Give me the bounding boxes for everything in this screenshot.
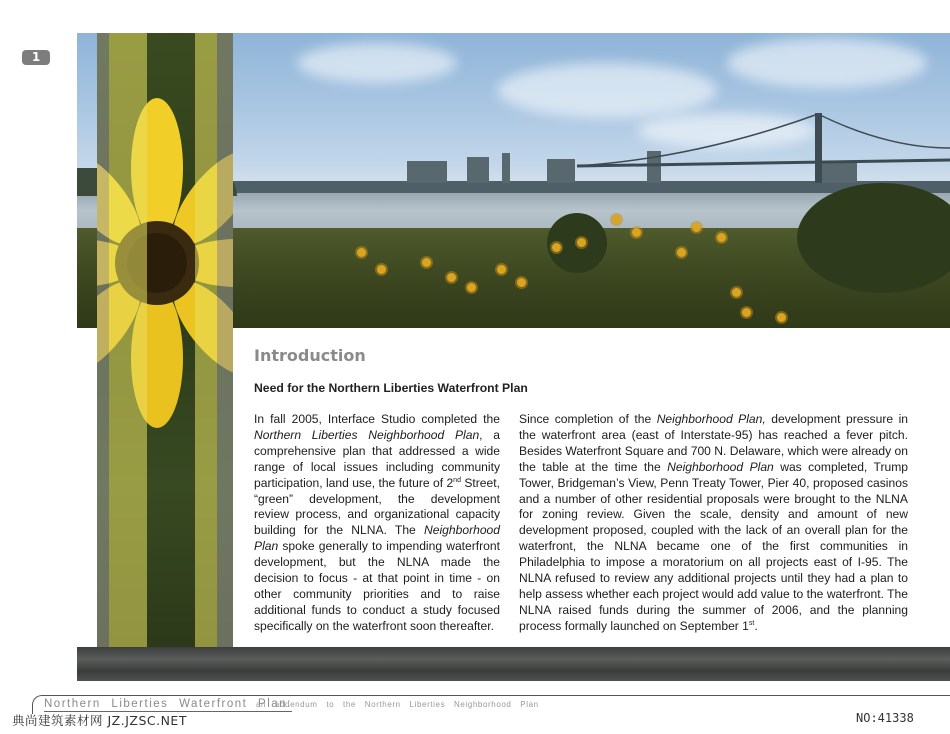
section-subheading: Need for the Northern Liberties Waterfront Plan	[254, 381, 528, 395]
page-title: Introduction	[254, 346, 366, 365]
sunflower-strip	[97, 33, 233, 681]
body-column-1: In fall 2005, Interface Studio completed the Northern Liberties Neighborhood Plan, a comprehensive plan that addressed a wide range of local issues including community participation, land use, the future of 2nd Street, “green” development, the development review process, and organizational capacity building for the NLNA. The Neighborhood Plan spoke generally to impending waterfront development, but the NLNA made the decision to focus - at that point in time - on other community priorities and to raise additional funds to conduct a study focused specifically on the waterfront soon thereafter.	[254, 412, 500, 633]
watermark-number: NO:41338	[856, 711, 914, 725]
footer-title: Northern Liberties Waterfront Plan:	[44, 698, 292, 710]
bottom-water-band	[77, 647, 950, 681]
footer-subtitle: an addendum to the Northern Liberties Neighborhood Plan	[256, 700, 539, 709]
bridge-graphic	[577, 108, 950, 188]
watermark-site: 典尚建筑素材网 JZ.JZSC.NET	[12, 713, 187, 728]
page-number-badge: 1	[22, 50, 50, 65]
body-column-2: Since completion of the Neighborhood Plan, development pressure in the waterfront area (east of Interstate-95) has reached a fever pitch. Besides Waterfront Square and 700 N. Delaware, which were already on the table at the time the Neighborhood Plan was completed, Trump Tower, Bridgeman’s View, Penn Treaty Tower, Pier 40, proposed casinos and a number of other residential proposals were brought to the NLNA for zoning review. Given the scale, density and amount of new development proposed, coupled with the lack of an overall plan for the waterfront, the NLNA became one of the first communities in Philadelphia to impose a moratorium on all projects east of I-95. The NLNA refused to review any additional projects until they had a plan to help assess whether each project would add value to the waterfront. The NLNA raised funds during the summer of 2006, and the planning process formally launched on September 1st.	[519, 412, 908, 633]
